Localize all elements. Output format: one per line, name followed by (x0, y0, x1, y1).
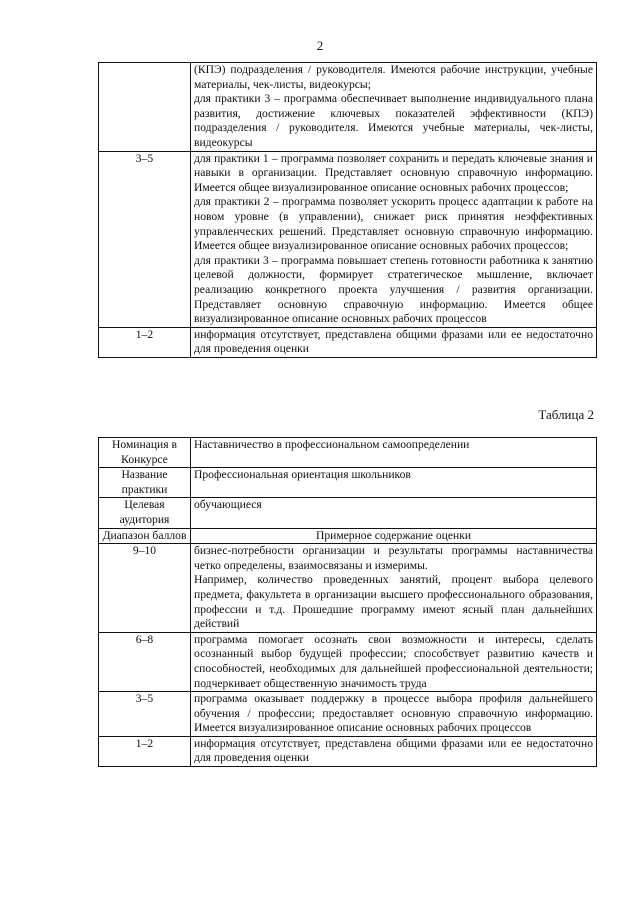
description-cell (191, 151, 597, 327)
content-header: Примерное содержание оценки (191, 528, 597, 544)
description-paragraph: для практики 1 – программа позволяет сохранить и передать ключевые знания и навыки в организации. Представляет основную справочную информацию. Имеется общее визуализированное описание основных рабочих процессов; (194, 151, 593, 194)
range-header: Диапазон баллов (99, 528, 191, 544)
table-row (99, 438, 597, 468)
score-cell: 3–5 (99, 692, 191, 737)
criteria-table-2 (98, 437, 597, 767)
score-cell: 1–2 (99, 327, 191, 357)
table-row (99, 544, 597, 633)
table-header-row (99, 528, 597, 544)
description-paragraph: для практики 2 – программа позволяет ускорить процесс адаптации к работе на новом уровне (в управлении), снижает риск принятия неэффективных управленческих решений. Представляет основную справочную информацию. Имеется общее визуализированное описание основных рабочих процессов; (194, 195, 593, 253)
score-cell: 6–8 (99, 632, 191, 691)
nomination-value: Наставничество в профессиональном самоопределении (191, 438, 597, 468)
practice-label: Название практики (99, 468, 191, 498)
practice-value: Профессиональная ориентация школьников (191, 468, 597, 498)
description-cell (191, 544, 597, 633)
description-cell (191, 327, 597, 357)
audience-label: Целевая аудитория (99, 498, 191, 528)
criteria-table-1 (98, 62, 597, 358)
description-cell (191, 692, 597, 737)
audience-value: обучающиеся (191, 498, 597, 528)
page-number: 2 (316, 38, 324, 53)
table-row (99, 692, 597, 737)
description-paragraph: Например, количество проведенных занятий, процент выбора целевого предмета, факультета в организации высшего профессионального образования, профессии и т.д. Прошедшие программу имеют ясный план дальнейших действий (194, 573, 593, 631)
description-paragraph: (КПЭ) подразделения / руководителя. Имеются рабочие инструкции, учебные материалы, чек-листы, видеокурсы; (194, 63, 593, 91)
description-cell (191, 63, 597, 152)
table-row (99, 151, 597, 327)
description-paragraph: для практики 3 – программа повышает степень готовности работника к занятию целевой должности, формирует стратегическое мышление, включает реализацию конкретного проекта улучшения / развития организации. Представляет основную справочную информацию. Имеется общее визуализированное описание основных рабочих процессов (194, 253, 593, 326)
description-paragraph: программа оказывает поддержку в процессе выбора профиля дальнейшего обучения / профессии; предоставляет основную справочную информацию. Имеется визуализированное описание основных рабочих процессов (194, 692, 593, 735)
description-paragraph: информация отсутствует, представлена общими фразами или ее недостаточно для проведения оценки (194, 736, 593, 765)
score-cell: 1–2 (99, 736, 191, 766)
table-row (99, 736, 597, 766)
table-row (99, 632, 597, 691)
description-cell (191, 632, 597, 691)
table-row (99, 63, 597, 152)
description-cell (191, 736, 597, 766)
score-cell: 3–5 (99, 151, 191, 327)
table-row (99, 468, 597, 498)
score-cell (99, 63, 191, 152)
score-cell: 9–10 (99, 544, 191, 633)
table-row (99, 498, 597, 528)
description-paragraph: бизнес-потребности организации и результаты программы наставничества четко определены, взаимосвязаны и измеримы. (194, 544, 593, 572)
description-paragraph: для практики 3 – программа обеспечивает выполнение индивидуального плана развития, достижение ключевых показателей эффективности (КПЭ) подразделения / руководителя. Имеются учебные материалы, чек-листы, видеокурсы (194, 92, 593, 149)
table-caption: Таблица 2 (538, 407, 594, 422)
nomination-label: Номинация в Конкурсе (99, 438, 191, 468)
table-row (99, 327, 597, 357)
description-paragraph: программа помогает осознать свои возможности и интересы, сделать осознанный выбор будущей профессии; способствует развитию качеств и способностей, необходимых для дальнейшей профессиональной деятельности; подчеркивает общественную значимость труда (194, 632, 593, 690)
description-paragraph: информация отсутствует, представлена общими фразами или ее недостаточно для проведения оценки (194, 327, 593, 356)
